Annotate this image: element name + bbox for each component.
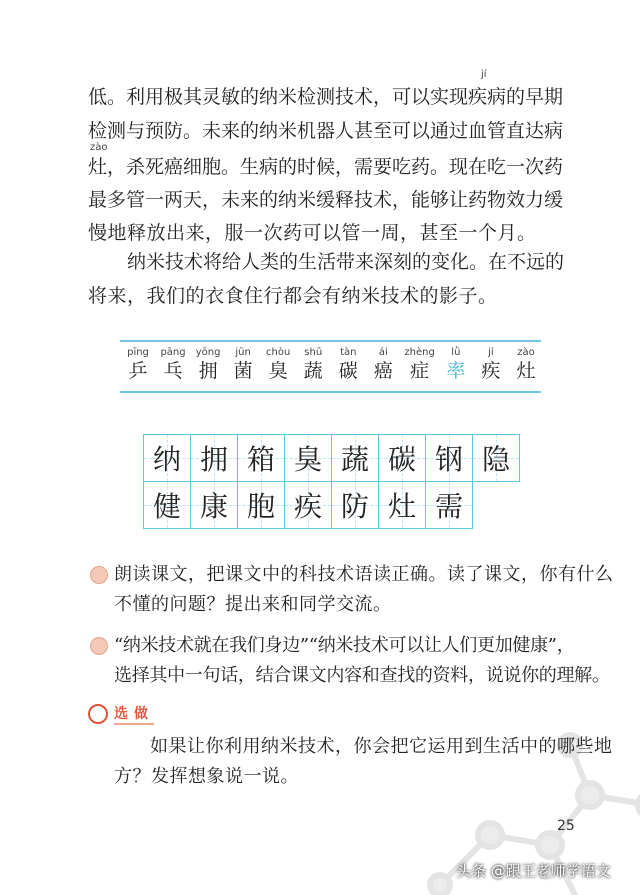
exercise-2-line: 选择其中一句话，结合课文内容和查找的资料，说说你的理解。: [114, 665, 610, 686]
pinyin-annotation-ji: jí: [481, 69, 487, 80]
pinyin: zào: [517, 347, 535, 358]
exercise-bullet-icon: [90, 566, 108, 584]
page-number: 25: [557, 818, 575, 834]
pinyin: pāng: [160, 347, 186, 358]
character-writing-grid: [143, 434, 519, 528]
grid-cell: [425, 481, 473, 529]
character: 菌: [233, 360, 253, 382]
body-line: 纳米技术将给人类的生活带来深刻的变化。在不远的: [127, 251, 565, 273]
grid-cell: [237, 434, 285, 482]
exercise-3-line: 如果让你利用纳米技术，你会把它运用到生活中的哪些地: [150, 736, 613, 757]
grid-cell: [378, 481, 426, 529]
pinyin-word: [369, 347, 397, 383]
pinyin-word: [264, 347, 292, 383]
grid-cell: [425, 434, 473, 482]
grid-cell: [284, 481, 332, 529]
grid-character: 疾: [293, 490, 322, 523]
pinyin: ái: [378, 347, 388, 358]
grid-character: 胞: [246, 490, 275, 523]
grid-cell: [190, 481, 238, 529]
divider: [120, 391, 541, 393]
pinyin: jí: [488, 347, 494, 358]
exercise-3-line: 方？发挥想象说一说。: [114, 766, 299, 787]
pinyin: tàn: [340, 347, 357, 358]
body-line: 最多管一两天，未来的纳米缓释技术，能够让药物效力缓: [88, 189, 564, 211]
grid-character: 拥: [199, 443, 228, 476]
watermark: 头条 @跟王老师学语文: [456, 862, 611, 880]
character: 灶: [516, 360, 536, 382]
pinyin-word: [159, 347, 187, 383]
pinyin-word: [194, 347, 222, 383]
exercise-1-line: 朗读课文，把课文中的科技术语读正确。读了课文，你有什么: [114, 564, 614, 585]
pinyin: lǜ: [451, 347, 461, 358]
pinyin-word: [124, 347, 152, 383]
grid-cell: [190, 434, 238, 482]
optional-label: 选做: [114, 703, 154, 725]
pinyin-word: [299, 347, 327, 383]
grid-character: 隐: [481, 443, 510, 476]
grid-cell: [331, 481, 379, 529]
grid-character: 蔬: [340, 443, 369, 476]
pinyin: pīng: [127, 347, 149, 358]
optional-icon: [88, 704, 108, 724]
character: 疾: [481, 360, 501, 382]
character: 拥: [198, 360, 218, 382]
grid-character: 碳: [387, 443, 416, 476]
pinyin: zhèng: [404, 347, 435, 358]
grid-character: 防: [340, 490, 369, 523]
pinyin-annotation-zao: zào: [90, 142, 108, 153]
pinyin: chòu: [266, 347, 291, 358]
grid-cell: [331, 434, 379, 482]
character: 乒: [128, 360, 148, 382]
grid-character: 箱: [246, 443, 275, 476]
character: 乓: [163, 360, 183, 382]
optional-section-header: [88, 703, 154, 725]
grid-cell: [143, 434, 191, 482]
pinyin-word: [512, 347, 540, 383]
character: 碳: [338, 360, 358, 382]
pinyin-word-row: [124, 347, 540, 383]
grid-character: 康: [199, 490, 228, 523]
body-line: 检测与预防。未来的纳米机器人甚至可以通过血管直达病: [88, 120, 564, 142]
grid-character: 健: [152, 490, 181, 523]
pinyin-word: [442, 347, 470, 383]
character: 蔬: [303, 360, 323, 382]
grid-character: 需: [434, 490, 463, 523]
grid-cell: [378, 434, 426, 482]
character: 症: [410, 360, 430, 382]
grid-row: [143, 434, 519, 481]
grid-character: 灶: [387, 490, 416, 523]
grid-cell: [237, 481, 285, 529]
grid-character: 钢: [434, 443, 463, 476]
pinyin-word: [477, 347, 505, 383]
exercise-bullet-icon: [90, 637, 108, 655]
pinyin-word: [404, 347, 434, 383]
grid-cell: [284, 434, 332, 482]
pinyin: shū: [304, 347, 323, 358]
grid-character: 臭: [293, 443, 322, 476]
pinyin: jūn: [235, 347, 251, 358]
body-line: 低。利用极其灵敏的纳米检测技术，可以实现疾病的早期: [88, 86, 564, 108]
body-line: 慢地释放出来，服一次药可以管一周，甚至一个月。: [88, 222, 537, 244]
divider: [120, 340, 541, 342]
pinyin: yōng: [195, 347, 221, 358]
grid-row: [143, 481, 519, 528]
character: 臭: [268, 360, 288, 382]
body-line: 将来，我们的衣食住行都会有纳米技术的影子。: [88, 285, 498, 307]
grid-cell: [472, 434, 520, 482]
grid-character: 纳: [152, 443, 181, 476]
character: 癌: [373, 360, 393, 382]
pinyin-word: [334, 347, 362, 383]
grid-cell: [143, 481, 191, 529]
exercise-1-line: 不懂的问题？提出来和同学交流。: [114, 594, 392, 615]
body-line: 灶，杀死癌细胞。生病的时候，需要吃药。现在吃一次药: [88, 156, 564, 178]
pinyin-word: [229, 347, 257, 383]
character: 率: [446, 360, 466, 382]
exercise-2-line: “纳米技术就在我们身边”“纳米技术可以让人们更加健康”，: [114, 635, 575, 656]
